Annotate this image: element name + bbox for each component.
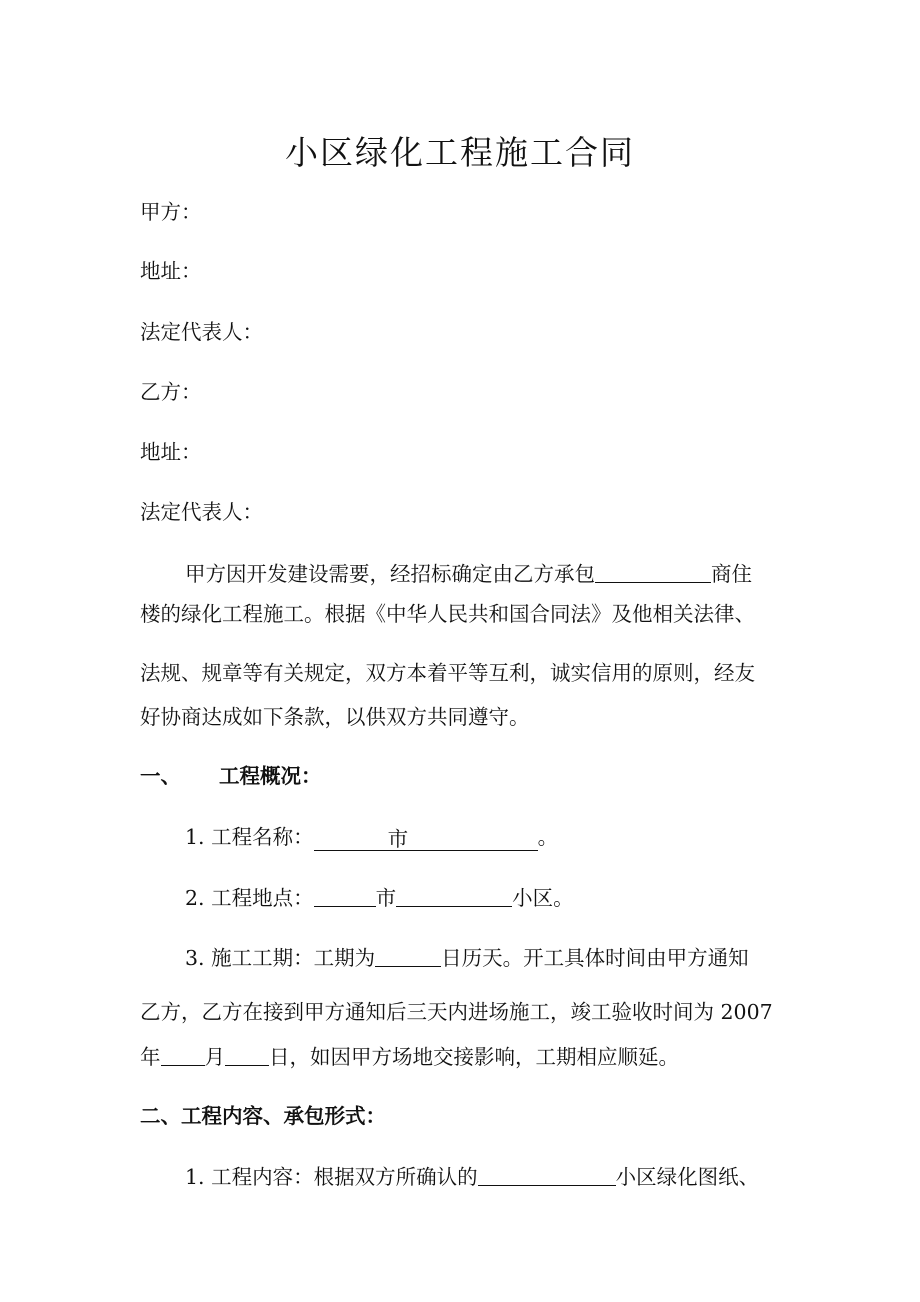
- item-2-end: 小区。: [512, 886, 574, 910]
- scope-area-blank: [478, 1163, 616, 1186]
- project-name-city: 市: [387, 827, 409, 851]
- item-1-end: 。: [537, 825, 559, 849]
- project-name-blank: [595, 560, 711, 583]
- intro-line-1: [185, 559, 752, 589]
- month-label: 月: [204, 1045, 225, 1069]
- month-blank: [161, 1043, 205, 1066]
- party-a-name-label: 甲方：: [140, 200, 202, 224]
- section-1-item-3-line-3: [140, 1042, 679, 1072]
- party-b-address-label: 地址：: [140, 440, 202, 464]
- day-blank: [225, 1043, 269, 1066]
- project-name-field: [314, 828, 538, 851]
- item-1-label: 1. 工程名称：: [185, 825, 314, 849]
- year-label: 年: [140, 1045, 161, 1069]
- section-2-item-1-text-a: 1. 工程内容：根据双方所确认的: [185, 1165, 478, 1189]
- section-1-number: 一、: [140, 764, 181, 788]
- intro-text-1b: 商住: [711, 562, 752, 586]
- item-2-label: 2. 工程地点：: [185, 886, 314, 910]
- party-b-name-label: 乙方：: [140, 380, 202, 404]
- section-1-item-3-line-1: [185, 943, 749, 973]
- intro-line-2: 楼的绿化工程施工。根据《中华人民共和国合同法》及他相关法律、: [140, 602, 755, 626]
- party-a-address-label: 地址：: [140, 259, 202, 283]
- section-1-heading: [140, 761, 322, 791]
- section-2-heading: 二、工程内容、承包形式：: [140, 1104, 386, 1128]
- intro-text-1a: 甲方因开发建设需要，经招标确定由乙方承包: [185, 562, 595, 586]
- section-1-item-2: [185, 883, 574, 913]
- section-2-item-1-text-b: 小区绿化图纸、: [615, 1165, 760, 1189]
- party-a-representative-label: 法定代表人：: [140, 320, 263, 344]
- item-3-text-a: 3. 施工工期：工期为: [185, 946, 376, 970]
- section-1-title: 工程概况：: [219, 764, 322, 788]
- section-2-item-1: [185, 1162, 759, 1192]
- section-1-item-3-line-2: 乙方，乙方在接到甲方通知后三天内进场施工，竣工验收时间为 2007: [140, 1000, 773, 1024]
- section-1-item-1: [185, 822, 558, 852]
- item-3-text-c: 日，如因甲方场地交接影响，工期相应顺延。: [269, 1045, 679, 1069]
- intro-line-3: 法规、规章等有关规定，双方本着平等互利，诚实信用的原则，经友: [140, 661, 755, 685]
- intro-line-4: 好协商达成如下条款，以供双方共同遵守。: [140, 705, 530, 729]
- duration-days-blank: [375, 944, 441, 967]
- location-city: 市: [375, 886, 397, 910]
- location-city-blank: [314, 884, 376, 907]
- contract-title: 小区绿化工程施工合同: [285, 133, 635, 172]
- location-area-blank: [396, 884, 512, 907]
- item-3-text-b: 日历天。开工具体时间由甲方通知: [441, 946, 749, 970]
- party-b-representative-label: 法定代表人：: [140, 500, 263, 524]
